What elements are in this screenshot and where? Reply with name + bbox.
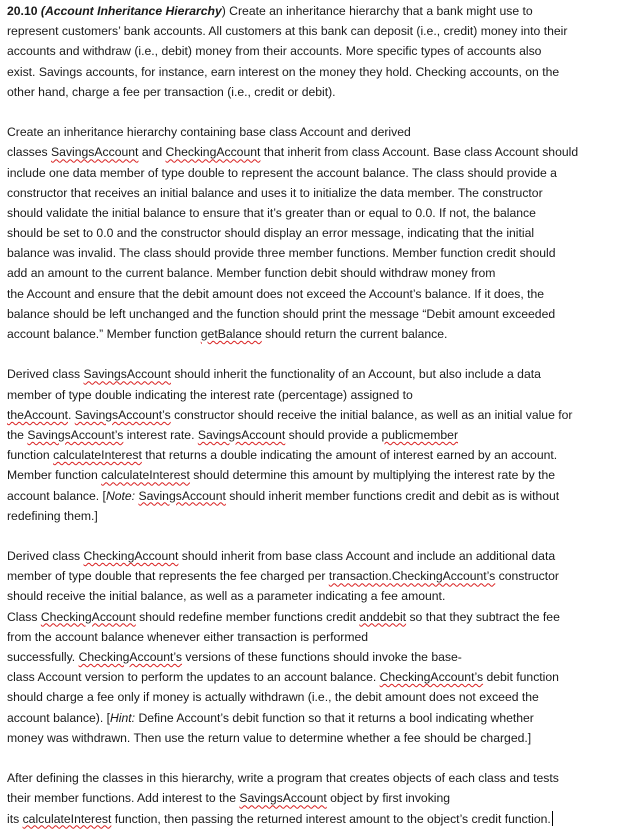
text-run: class Account version to perform the updates to an account balance. [7, 670, 380, 685]
text-line [7, 728, 637, 748]
text-run: debit function [483, 670, 559, 685]
text-line [7, 647, 637, 667]
text-run: the [7, 427, 28, 442]
text-line [7, 223, 637, 243]
text-run: should inherit from base class Account and include an additional data [178, 549, 556, 564]
text-run: object by first invoking [326, 791, 451, 806]
text-run: should receive the initial balance, as well as a parameter indicating a fee amount. [7, 589, 446, 604]
misspelled-word: SavingsAccount [138, 488, 226, 503]
text-line [7, 788, 637, 808]
text-run: other hand, charge a fee per transaction (i.e., credit or debit). [7, 84, 336, 99]
text-run: that inherit from class Account. Base class Account should [260, 145, 579, 160]
text-run: Note: [105, 488, 139, 503]
misspelled-word: publicmember [381, 427, 459, 442]
text-line [7, 445, 637, 465]
text-run: successfully. [7, 650, 79, 664]
text-run: classes [7, 145, 52, 160]
text-line [7, 1, 637, 21]
text-run: represent customers’ bank accounts. All customers at this bank can deposit (i.e., credit) money into their [7, 24, 568, 39]
text-run: that returns a double indicating the amount of interest earned by an account. [141, 448, 558, 463]
paragraph [7, 364, 637, 526]
text-run: After defining the classes in this hierarchy, write a program that creates objects of each class and tests [7, 771, 559, 786]
paragraph [7, 546, 637, 748]
text-line [7, 465, 637, 485]
text-line [7, 142, 637, 162]
paragraph-gap [7, 526, 637, 546]
text-run: balance should be left unchanged and the function should print the message “Debit amount exceeded [7, 306, 556, 321]
text-line [7, 203, 637, 223]
text-line [7, 425, 637, 445]
paragraph-gap [7, 102, 637, 122]
text-line [7, 768, 637, 788]
text-line [7, 687, 637, 707]
text-line [7, 243, 637, 263]
text-run: should charge a fee only if money is actually withdrawn (i.e., the debit amount does not exceed the [7, 690, 539, 705]
text-line [7, 566, 637, 586]
text-line [7, 486, 637, 506]
misspelled-word: calculateInterest [53, 448, 142, 463]
text-run: Derived class [7, 549, 84, 564]
text-run: so that they subtract the fee [406, 609, 560, 624]
misspelled-word: SavingsAccount’s [74, 407, 171, 422]
misspelled-word: SavingsAccount [83, 367, 171, 382]
text-run: balance was invalid. The class should provide three member functions. Member function credit should [7, 246, 556, 261]
text-run: account balance.” Member function [7, 327, 201, 341]
text-run: (Account Inheritance Hierarchy [40, 4, 222, 18]
paragraph [7, 122, 637, 344]
paragraph [7, 1, 637, 102]
text-line [7, 183, 637, 203]
text-run: include one data member of type double to represent the account balance. The class should provide a [7, 165, 557, 180]
text-line [7, 627, 637, 647]
text-line [7, 506, 637, 526]
text-line [7, 62, 637, 82]
text-line [7, 122, 637, 142]
text-run: money was withdrawn. Then use the return value to determine whether a fee should be charged.] [7, 730, 532, 745]
misspelled-word: theAccount [7, 407, 68, 422]
text-line [7, 405, 637, 425]
misspelled-word: calculateInterest [22, 811, 112, 826]
text-line [7, 607, 637, 627]
misspelled-word: getBalance [200, 327, 262, 341]
text-run: the Account and ensure that the debit amount does not exceed the Account’s balance. If it does, the [7, 286, 545, 301]
text-run: should inherit the functionality of an Account, but also include a data [170, 367, 541, 382]
text-run: . [67, 407, 75, 422]
misspelled-word: CheckingAccount [40, 609, 136, 624]
text-line [7, 41, 637, 61]
text-run: Derived class [7, 367, 84, 382]
text-run: member of type double that represents the fee charged per [7, 569, 329, 584]
misspelled-word: SavingsAccount [239, 791, 327, 806]
text-run: Define Account’s debit function so that it returns a bool indicating whether [138, 710, 534, 725]
text-run: accounts and withdraw (i.e., debit) money from their accounts. More specific types of accounts also [7, 44, 542, 59]
text-run: should provide a [285, 427, 382, 442]
text-line [7, 546, 637, 566]
text-run: redefining them.] [7, 508, 98, 523]
paragraph [7, 768, 637, 829]
text-line [7, 263, 637, 283]
text-run: Create an inheritance hierarchy containing base class Account and derived [7, 125, 411, 140]
misspelled-word: calculateInterest [101, 468, 190, 483]
misspelled-word: CheckingAccount’s [78, 650, 183, 664]
text-run: and [138, 145, 166, 160]
text-line [7, 667, 637, 687]
text-run: exist. Savings accounts, for instance, earn interest on the money they hold. Checking accounts, on the [7, 64, 560, 79]
text-run: Class [7, 609, 41, 624]
misspelled-word: SavingsAccount’s [27, 427, 124, 442]
text-run: should validate the initial balance to ensure that it’s greater than or equal to 0.0. If not, the balance [7, 205, 536, 220]
text-run: add an amount to the current balance. Member function debit should withdraw money from [7, 266, 496, 281]
text-line [7, 809, 637, 829]
text-run: interest rate. [123, 427, 198, 442]
text-run: from the account balance whenever either transaction is performed [7, 629, 369, 644]
text-line [7, 163, 637, 183]
text-line [7, 385, 637, 405]
misspelled-word: CheckingAccount’s [379, 670, 484, 685]
paragraph-gap [7, 344, 637, 364]
text-line [7, 586, 637, 606]
text-cursor [552, 811, 553, 826]
paragraph-gap [7, 748, 637, 768]
text-run: their member functions. Add interest to the [7, 791, 240, 806]
text-line [7, 364, 637, 384]
text-run: should return the current balance. [261, 327, 448, 341]
misspelled-word: SavingsAccount [51, 145, 139, 160]
text-run: ) Create an inheritance hierarchy that a bank might use to [221, 4, 533, 18]
misspelled-word: transaction.CheckingAccount’s [328, 569, 496, 584]
text-line [7, 284, 637, 304]
text-run: versions of these functions should invoke the base- [182, 650, 462, 664]
misspelled-word: SavingsAccount [197, 427, 286, 442]
misspelled-word: CheckingAccount [165, 145, 261, 160]
text-line [7, 324, 637, 344]
text-run: member of type double indicating the interest rate (percentage) assigned to [7, 387, 413, 402]
text-run: constructor that receives an initial balance and uses it to initialize the data member. The constructor [7, 185, 543, 200]
text-run: 20.10 [7, 4, 41, 18]
text-run: should determine this amount by multiplying the interest rate by the [189, 468, 556, 483]
text-run: should redefine member functions credit [135, 609, 360, 624]
text-run: account balance. [ [7, 488, 106, 503]
misspelled-word: CheckingAccount [83, 549, 179, 564]
misspelled-word: anddebit [359, 609, 407, 624]
text-run: Member function [7, 468, 102, 483]
text-line [7, 708, 637, 728]
text-run: its [7, 811, 23, 826]
text-run: account balance). [ [7, 710, 110, 725]
text-line [7, 82, 637, 102]
text-run: should inherit member functions credit and debit as is without [225, 488, 560, 503]
text-line [7, 21, 637, 41]
text-run: should be set to 0.0 and the constructor should display an error message, indicating that the initial [7, 226, 535, 241]
text-line [7, 304, 637, 324]
text-run: constructor should receive the initial balance, as well as an initial value for [170, 407, 573, 422]
text-run: constructor [495, 569, 559, 584]
text-run: function [7, 448, 54, 463]
text-run: Hint: [109, 710, 139, 725]
text-run: function, then passing the returned interest amount to the object’s credit function. [111, 811, 551, 826]
